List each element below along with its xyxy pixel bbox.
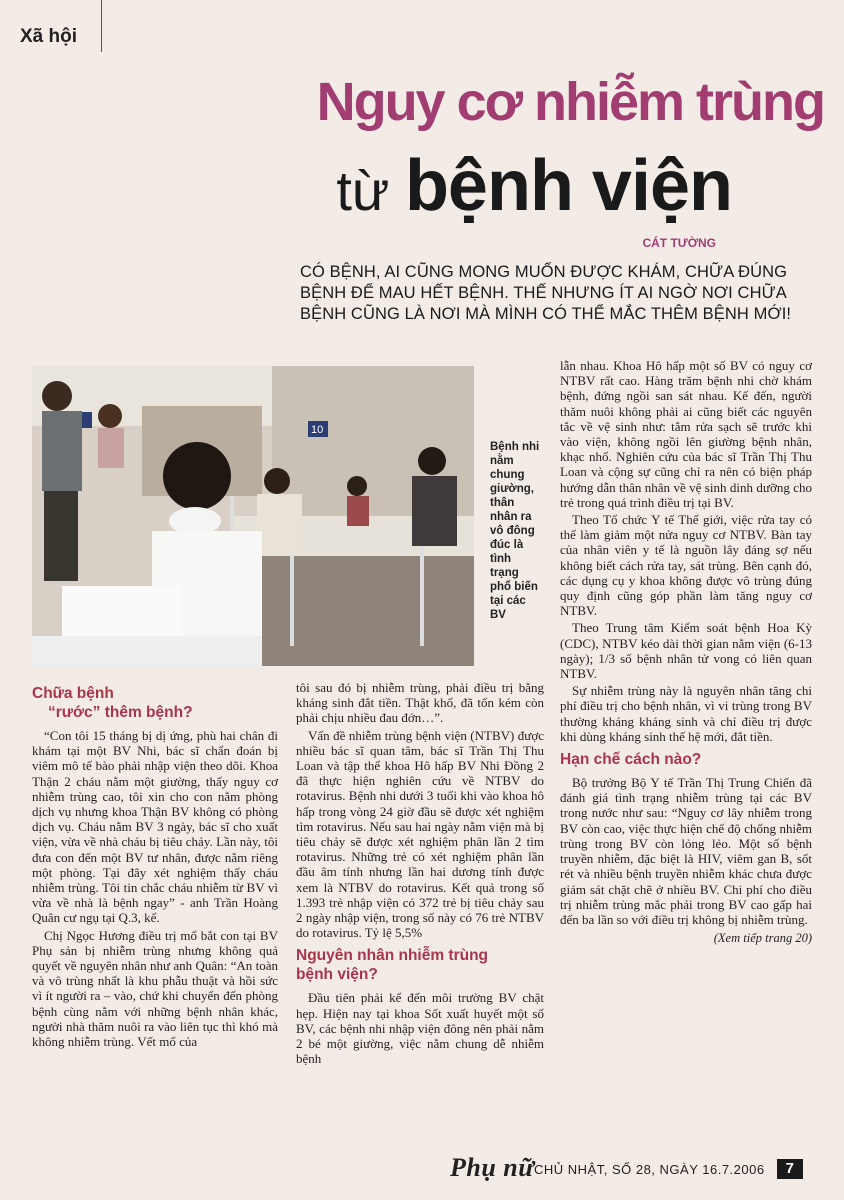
lead-paragraph [300, 262, 820, 325]
paragraph: Theo Trung tâm Kiểm soát bệnh Hoa Kỳ (CDC), NTBV kéo dài thời gian nằm viện (6-13 ngày); 1/3 số bệnh nhân tử vong có liên quan NTBV. [560, 620, 812, 682]
headline-main: bệnh viện [404, 146, 732, 226]
page-footer [430, 1153, 810, 1183]
continued-note: (Xem tiếp trang 20) [713, 931, 812, 946]
photo-caption: Bệnh nhi nằm chung giường, thân nhân ra vô đông đúc là tình trạng phổ biến tại các BV [490, 441, 540, 621]
subheading-treatment [32, 684, 278, 722]
paragraph: tôi sau đó bị nhiễm trùng, phải điều trị bằng kháng sinh đắt tiền. Thật khổ, đã tốn kém còn phải chịu nhiều đau đớn…”. [296, 680, 544, 726]
hospital-ward-photo [32, 366, 474, 666]
article-column-2 [296, 680, 544, 1068]
paragraph: Đầu tiên phải kể đến môi trường BV chật hẹp. Hiện nay tại khoa Sốt xuất huyết một số BV, các bệnh nhi nhập viện đông nên phải nằm 2 bé một giường, việc nằm chung dễ nhiễm bệnh [296, 990, 544, 1067]
issue-info: CHỦ NHẬT, SỐ 28, NGÀY 16.7.2006 [534, 1162, 765, 1177]
paragraph: Bộ trưởng Bộ Y tế Trần Thị Trung Chiến đã đánh giá tình trạng nhiễm trùng tại các BV trong nước như sau: “Nguy cơ lây nhiễm trong BV còn cao, việc thực hiện chế độ chống nhiễm trùng trong BV còn lỏng lẻo. Một số bệnh truyền nhiễm, đặc biệt là HIV, viêm gan B, sốt rét và nhiều bệnh truyền nhiễm khác chưa được giám sát chặt chẽ ở nhiều BV. Chi phí cho điều trị nhiễm trùng mắc phải trong BV cao gấp hai đến ba lần so với điều trị không bị nhiễm trùng. [560, 775, 812, 927]
lead-line: BỆNH CŨNG LÀ NƠI MÀ MÌNH CÓ THỂ MẮC THÊM BỆNH MỚI! [300, 305, 792, 323]
photo-sign-10: 10 [311, 424, 324, 436]
paragraph: Theo Tổ chức Y tế Thế giới, việc rửa tay có thể làm giảm một nửa nguy cơ NTBV. Bàn tay của nhân viên y tế là nguồn lây đáng sợ nếu không biết cách rửa tay, sát trùng. Bên cạnh đó, các dụng cụ y khoa không được vô trùng đúng quy định cũng góp phần làm tăng nguy cơ NTBV. [560, 512, 812, 619]
article-column-3 [560, 358, 812, 946]
paragraph: Sự nhiễm trùng này là nguyên nhân tăng chi phí điều trị cho bệnh nhân, vì vi trùng trong BV thường kháng kháng sinh và chỉ điều trị được khi dùng kháng sinh thế hệ mới, đắt tiền. [560, 683, 812, 744]
headline-line1: Nguy cơ nhiễm trùng [316, 72, 824, 132]
magazine-logo: Phụ nữ [450, 1153, 535, 1182]
page-number: 7 [777, 1159, 803, 1179]
byline: CÁT TƯỜNG [642, 236, 716, 250]
subheading-line: “rước” thêm bệnh? [48, 704, 193, 721]
paragraph: “Con tôi 15 tháng bị dị ứng, phù hai chân đi khám tại một BV Nhi, bác sĩ chẩn đoán bị viêm mô tế bào phải nhập viện theo dõi. Khoa Thận 2 cháu nằm một giường, thấy nguy cơ nhiễm trùng cao, tôi xin cho con nằm phòng dịch vụ nhưng khoa Thận BV không có phòng dịch vụ. Cháu nằm BV 3 ngày, bác sĩ cho xuất viện, vừa về nhà cháu bị tiêu chảy. Lần này, tôi đưa con đến một BV tư nhân, được nằm riêng một phòng. Tại đây xét nghiệm thấy cháu nhiễm trùng. Tôi tin chắc cháu nhiễm từ BV vì vừa về nhà là bệnh ngay” - anh Trần Hoàng Quân cư ngụ tại Q.3, kể. [32, 728, 278, 926]
photo-illustration [32, 366, 474, 666]
section-divider [101, 0, 102, 52]
paragraph: Chị Ngọc Hương điều trị mổ bắt con tại BV Phụ sản bị nhiễm trùng nhưng không quả quyết về nguyên nhân như anh Quân: “An toàn và vô trùng nhất là khu phẫu thuật và hồi sức vì ít người ra – vào, chứ khi chuyển đến phòng bệnh cùng nằm với những bệnh nhân khác, người nhà thăm nuôi ra vào liên tục thì khó mà không nhiễm trùng. Vết mổ của [32, 927, 278, 1050]
subheading-line: Chữa bệnh [32, 685, 114, 702]
lead-line: CÓ BỆNH, AI CŨNG MONG MUỐN ĐƯỢC KHÁM, CHỮA ĐÚNG [300, 263, 788, 281]
headline-prefix: từ [336, 159, 390, 222]
subheading-line: Nguyên nhân nhiễm trùng [296, 947, 489, 965]
headline-line2 [336, 146, 732, 226]
subheading-line: bệnh viện? [296, 966, 378, 984]
section-label: Xã hội [20, 26, 78, 47]
lead-line: BỆNH ĐỂ MAU HẾT BỆNH. THẾ NHƯNG ÍT AI NGỜ NƠI CHỮA [300, 284, 787, 302]
subheading-causes [296, 946, 544, 984]
paragraph: lẫn nhau. Khoa Hô hấp một số BV có nguy cơ NTBV rất cao. Hàng trăm bệnh nhi chờ khám bệnh, đứng ngồi san sát nhau. Kế đến, người thăm nuôi không phải ai cũng biết các nguyên tắc về vệ sinh như: tắm rửa sạch sẽ trước khi vào viện, không ngồi lên giường bệnh nhân, khạc nhổ. Nghiên cứu của bác sĩ Trần Thị Thu Loan và cộng sự cũng chỉ ra nên có biện pháp hướng dẫn thân nhân về vệ sinh dinh dưỡng cho trẻ trong quá trình điều trị tại BV. [560, 358, 812, 510]
paragraph: Vấn đề nhiễm trùng bệnh viện (NTBV) được nhiều bác sĩ quan tâm, bác sĩ Trần Thị Thu Loan và tập thể khoa Hô hấp BV Nhi Đồng 2 đã thực hiện nghiên cứu về NTBV do rotavirus. Bệnh nhi dưới 3 tuổi khi vào khoa hô hấp trong vòng 24 giờ đầu sẽ được xét nghiệm tìm rotavirus. Nếu sau hai ngày nằm viện mà bị tiêu chảy sẽ được xét nghiệm phân lần 2 tìm rotavirus. Những trẻ có xét nghiệm phân lần đầu âm tính nhưng lần hai dương tính được xem là NTBV do rotavirus. Kết quả trong số 1.393 trẻ nhập viện có 372 trẻ bị tiêu chảy sau 2 ngày nhập viện, trong số này có 76 trẻ NTBV do rotavirus. Tỷ lệ 5,5% [296, 727, 544, 941]
article-column-1 [32, 684, 278, 1051]
subheading-prevention: Hạn chế cách nào? [560, 751, 702, 769]
